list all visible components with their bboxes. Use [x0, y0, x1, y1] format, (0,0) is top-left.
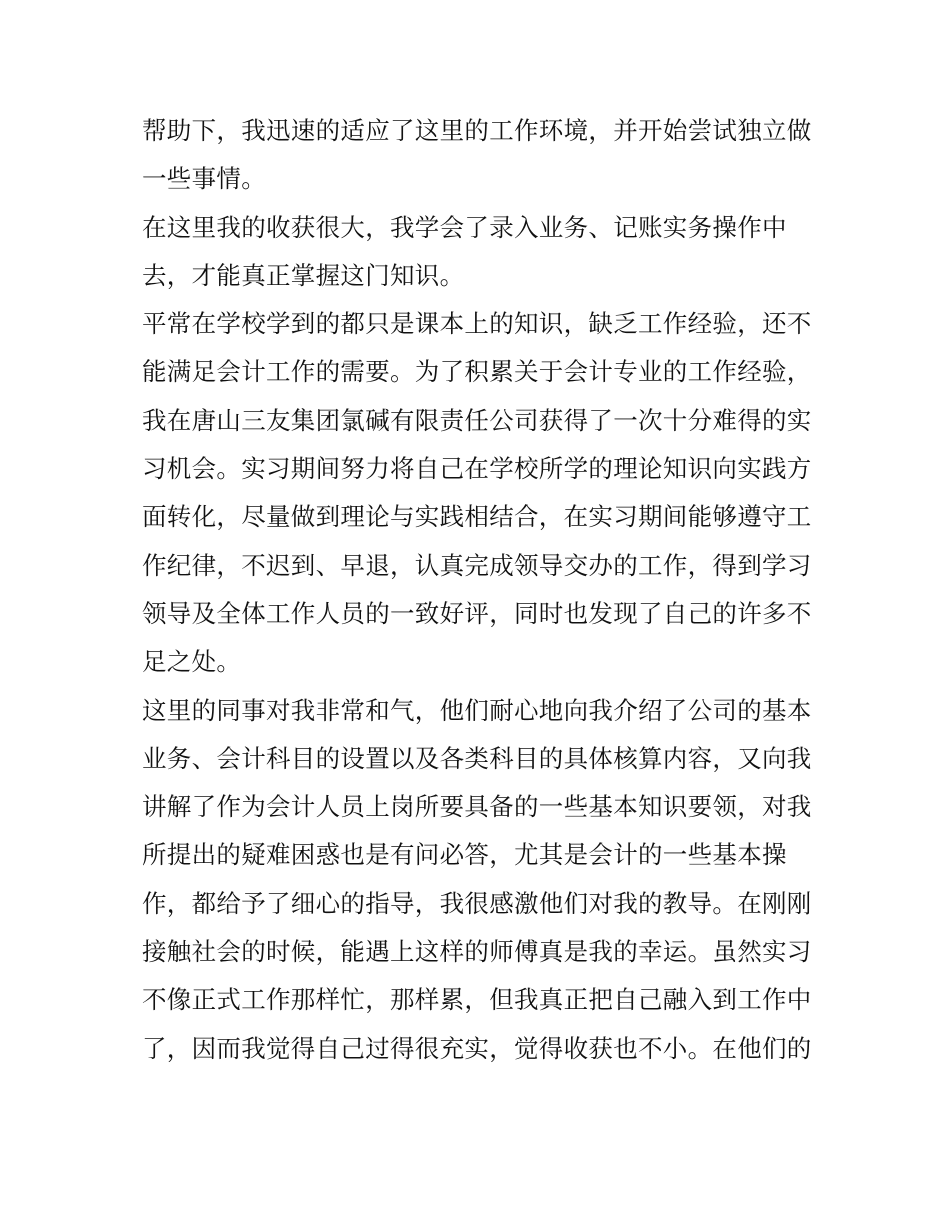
- text-line: 所提出的疑难困惑也是有问必答，尤其是会计的一些基本操: [142, 840, 787, 870]
- text-line: 不像正式工作那样忙，那样累，但我真正把自己融入到工作中: [142, 985, 812, 1015]
- text-line: 业务、会计科目的设置以及各类科目的具体核算内容，又向我: [142, 743, 812, 773]
- text-line: 这里的同事对我非常和气，他们耐心地向我介绍了公司的基本: [142, 695, 812, 725]
- text-line: 作，都给予了细心的指导，我很感激他们对我的教导。在刚刚: [142, 888, 812, 918]
- text-line: 帮助下，我迅速的适应了这里的工作环境，并开始尝试独立做: [142, 116, 812, 145]
- text-line: 了，因而我觉得自己过得很充实，觉得收获也不小。在他们的: [142, 1033, 812, 1063]
- text-line: 习机会。实习期间努力将自己在学校所学的理论知识向实践方: [142, 454, 812, 484]
- text-line: 能满足会计工作的需要。为了积累关于会计专业的工作经验，: [142, 357, 812, 387]
- text-line: 一些事情。: [142, 164, 266, 194]
- text-line: 我在唐山三友集团氯碱有限责任公司获得了一次十分难得的实: [142, 405, 812, 435]
- text-line: 在这里我的收获很大，我学会了录入业务、记账实务操作中: [142, 212, 787, 242]
- text-line: 去，才能真正掌握这门知识。: [142, 260, 465, 290]
- text-line: 作纪律，不迟到、早退，认真完成领导交办的工作，得到学习: [142, 550, 812, 580]
- document-body: [142, 107, 818, 1073]
- text-line: 讲解了作为会计人员上岗所要具备的一些基本知识要领，对我: [142, 792, 812, 822]
- text-line: 面转化，尽量做到理论与实践相结合，在实习期间能够遵守工: [142, 502, 812, 532]
- text-line: 领导及全体工作人员的一致好评，同时也发现了自己的许多不: [142, 598, 812, 628]
- text-line: 接触社会的时候，能遇上这样的师傅真是我的幸运。虽然实习: [142, 937, 812, 967]
- text-line: 平常在学校学到的都只是课本上的知识，缺乏工作经验，还不: [142, 309, 812, 339]
- text-line: 足之处。: [142, 647, 242, 677]
